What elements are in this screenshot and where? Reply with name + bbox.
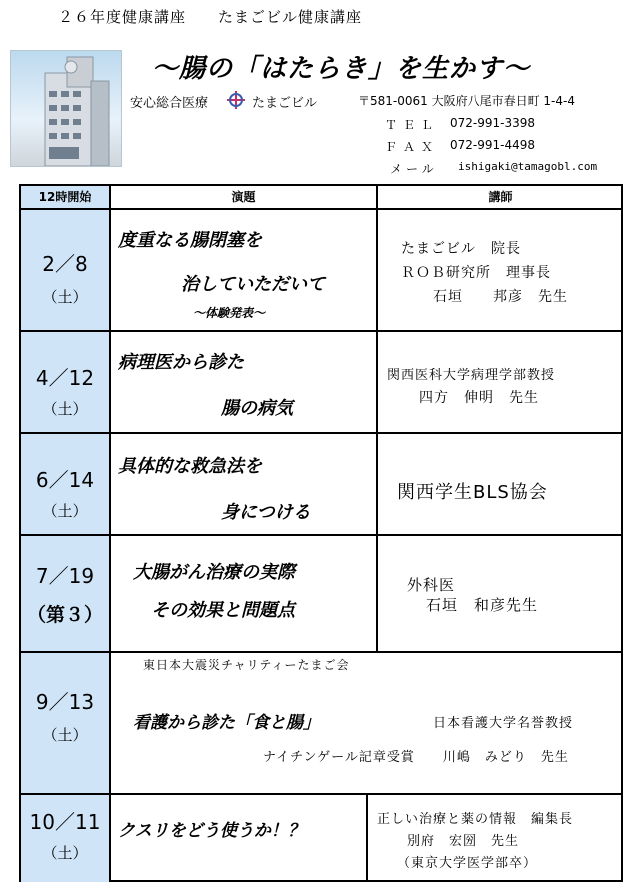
divider: [376, 186, 378, 651]
lecturer-title: たまごビル 院長: [401, 241, 521, 257]
session-day: （土）: [42, 726, 88, 744]
divider: [21, 208, 621, 210]
divider: [21, 432, 621, 434]
column-header-lecturer: 講師: [488, 190, 513, 204]
schedule-table: [19, 184, 623, 882]
lecturer-title: 関西医科大学病理学部教授: [387, 368, 556, 383]
address: 〒581-0061 大阪府八尾市春日町 1-4-4: [358, 94, 575, 108]
lecturer-name: 別府 宏圀 先生: [407, 834, 520, 849]
tel-number: 072-991-3398: [450, 116, 536, 130]
lecturer-name: 石垣 邦彦 先生: [433, 289, 568, 305]
mail-address[interactable]: ishigaki@tamagobl.com: [458, 160, 598, 173]
session-topic: 具体的な救急法を: [118, 456, 262, 477]
fax-label: ＦＡＸ: [385, 140, 440, 154]
divider: [366, 793, 368, 882]
session-date: 6／14: [35, 468, 95, 492]
series-title: ２６年度健康講座 たまごビル健康講座: [58, 8, 363, 26]
lecturer-title: 外科医: [407, 576, 456, 594]
session-date: 7／19: [35, 564, 95, 588]
lecturer-note: （東京大学医学部卒）: [397, 856, 538, 871]
building-photo: [10, 50, 122, 167]
session-date: 4／12: [35, 366, 95, 390]
divider: [21, 793, 621, 795]
divider: [109, 186, 111, 882]
mail-label: メール: [390, 162, 438, 176]
date-cell: [21, 536, 109, 651]
session-date: 2／8: [42, 252, 88, 276]
page-title: ～腸の「はたらき」を生かす～: [152, 54, 531, 84]
session-topic: クスリをどう使うか！？: [118, 821, 305, 841]
divider: [21, 651, 621, 653]
lecturer-title: 正しい治療と薬の情報 編集長: [377, 812, 574, 827]
hospital-brand: たまごビル: [252, 96, 318, 111]
tel-label: ＴＥＬ: [385, 118, 440, 132]
session-day: （土）: [42, 844, 88, 862]
lecturer-name: 石垣 和彦先生: [426, 596, 539, 614]
session-date: 10／11: [29, 810, 101, 834]
lecturer-name: 四方 伸明 先生: [419, 390, 539, 406]
column-header-date: 12時開始: [21, 186, 109, 208]
lecturer-title: ＲＯＢ研究所 理事長: [401, 265, 551, 281]
session-day: （土）: [42, 502, 88, 520]
cross-logo-icon: [226, 90, 246, 110]
session-topic: 病理医から診た: [118, 352, 244, 373]
session-date: 9／13: [35, 690, 95, 714]
divider: [21, 330, 621, 332]
session-topic: 身につける: [221, 502, 311, 523]
lecturer-name: 関西学生BLS協会: [397, 482, 548, 503]
session-topic: 治していただいて: [181, 274, 325, 295]
session-topic: 大腸がん治療の実際: [133, 562, 295, 583]
divider: [21, 534, 621, 536]
lecturer-name: ナイチンゲール記章受賞 川嶋 みどり 先生: [263, 750, 569, 765]
fax-number: 072-991-4498: [450, 138, 536, 152]
session-topic-note: ～体験発表～: [193, 306, 266, 320]
column-header-topic: 演題: [231, 190, 256, 204]
lecturer-title: 日本看護大学名誉教授: [433, 716, 574, 731]
session-topic: その効果と問題点: [151, 600, 295, 621]
session-topic: 度重なる腸閉塞を: [118, 230, 262, 251]
date-cell: [21, 653, 109, 793]
session-day: （土）: [42, 288, 88, 306]
session-topic: 腸の病気: [221, 398, 293, 419]
session-day: （第３）: [26, 604, 103, 626]
session-topic: 看護から診た「食と腸」: [133, 713, 320, 733]
hospital-name: 安心総合医療: [130, 96, 209, 111]
session-day: （土）: [42, 400, 88, 418]
charity-note: 東日本大震災チャリティーたまご会: [143, 658, 350, 672]
